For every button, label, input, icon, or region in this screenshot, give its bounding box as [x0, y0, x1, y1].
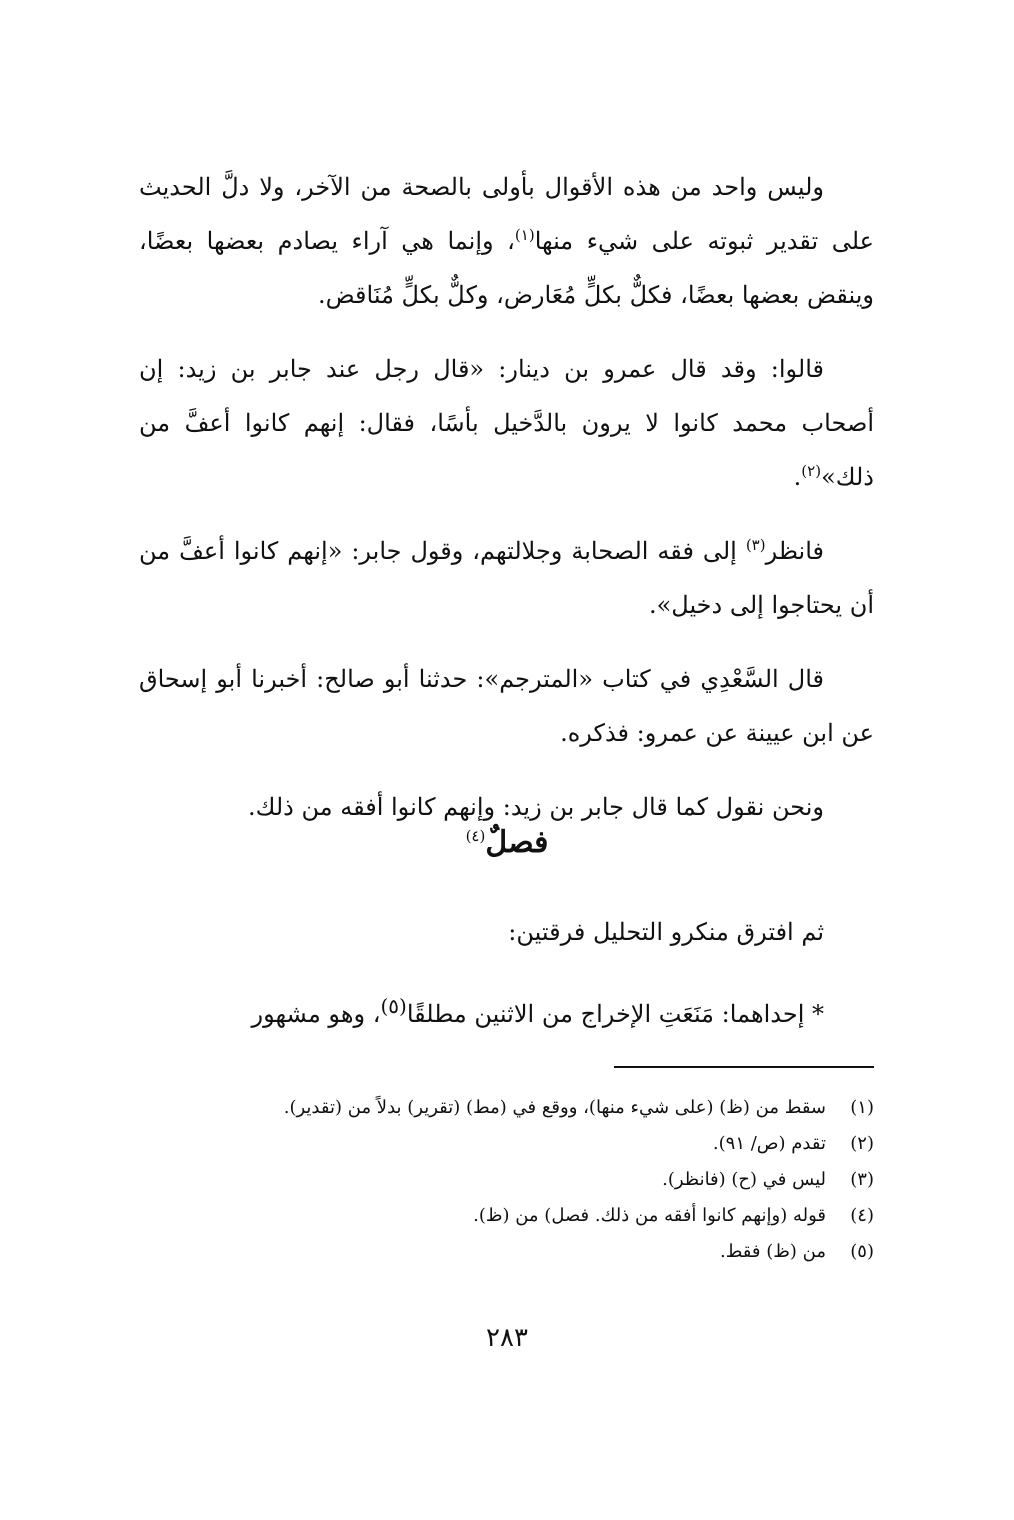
footnote-number: (٢)	[850, 1133, 874, 1154]
paragraph-6	[139, 905, 874, 959]
footnote-divider	[614, 1066, 874, 1068]
footnote-text: من (ظ) فقط.	[720, 1241, 826, 1262]
paragraph-7-tail: ، وهو مشهور	[251, 1000, 381, 1028]
footnote-1	[139, 1090, 874, 1126]
footnote-text: قوله (وإنهم كانوا أفقه من ذلك. فصل) من (ظ).	[473, 1205, 826, 1226]
section-heading-text: فصلٌ	[485, 825, 549, 860]
footnote-ref-4[interactable]: (٤)	[465, 827, 486, 845]
footnote-ref-1[interactable]: (١)	[514, 226, 535, 244]
section-heading	[0, 818, 1014, 868]
footnote-number: (٥)	[850, 1241, 874, 1262]
footnote-number: (٣)	[850, 1169, 874, 1190]
paragraph-7-text: * إحداهما: مَنَعَتِ الإخراج من الاثنين مطلقًا	[406, 1000, 824, 1028]
paragraph-6-text: ثم افترق منكرو التحليل فرقتين:	[508, 918, 824, 946]
section-text	[139, 905, 874, 1061]
footnotes	[139, 1090, 874, 1270]
paragraph-1-text: وليس واحد من هذه الأقوال بأولى بالصحة من الآخر، ولا دلَّ الحديث على تقدير ثبوته على شيء منها	[139, 173, 874, 255]
paragraph-1	[139, 160, 874, 322]
footnote-text: تقدم (ص/ ٩١).	[712, 1133, 826, 1154]
page-number: ٢٨٣	[486, 1323, 528, 1353]
paragraph-4	[139, 652, 874, 760]
paragraph-3-tail: إلى فقه الصحابة وجلالتهم، وقول جابر: «إنهم كانوا أعفَّ من أن يحتاجوا إلى دخيل».	[139, 537, 874, 619]
main-text	[139, 160, 874, 854]
footnote-text: ليس في (ح) (فانظر).	[662, 1169, 826, 1190]
footnote-2	[139, 1126, 874, 1162]
paragraph-4-text: قال السَّعْدِي في كتاب «المترجم»: حدثنا أبو صالح: أخبرنا أبو إسحاق عن ابن عيينة عن عمرو: فذكره.	[139, 665, 874, 747]
paragraph-3	[139, 524, 874, 632]
paragraph-7	[139, 979, 874, 1041]
paragraph-2	[139, 342, 874, 504]
paragraph-1-tail: ، وإنما هي آراء يصادم بعضها بعضًا، وينقض بعضها بعضًا، فكلٌّ بكلٍّ مُعَارض، وكلٌّ بكلٍّ مُنَاقض.	[139, 227, 874, 309]
footnote-5	[139, 1234, 874, 1270]
paragraph-2-text: قالوا: وقد قال عمرو بن دينار: «قال رجل عند جابر بن زيد: إن أصحاب محمد كانوا لا يرون بالدَّخيل بأسًا، فقال: إنهم كانوا أعفَّ من ذلك»	[139, 355, 874, 491]
paragraph-5-text: ونحن نقول كما قال جابر بن زيد: وإنهم كانوا أفقه من ذلك.	[248, 793, 824, 821]
paragraph-3-text: فانظر	[765, 537, 824, 565]
footnote-ref-2[interactable]: (٢)	[801, 462, 822, 480]
footnote-number: (١)	[850, 1097, 874, 1118]
footnote-3	[139, 1162, 874, 1198]
footnote-ref-5[interactable]: (٥)	[380, 994, 407, 1018]
footnote-ref-3[interactable]: (٣)	[745, 536, 766, 554]
footnote-4	[139, 1198, 874, 1234]
footnote-number: (٤)	[850, 1205, 874, 1226]
footnote-text: سقط من (ظ) (على شيء منها)، ووقع في (مط) (تقرير) بدلاً من (تقدير).	[283, 1097, 826, 1118]
paragraph-2-tail: .	[793, 463, 802, 491]
